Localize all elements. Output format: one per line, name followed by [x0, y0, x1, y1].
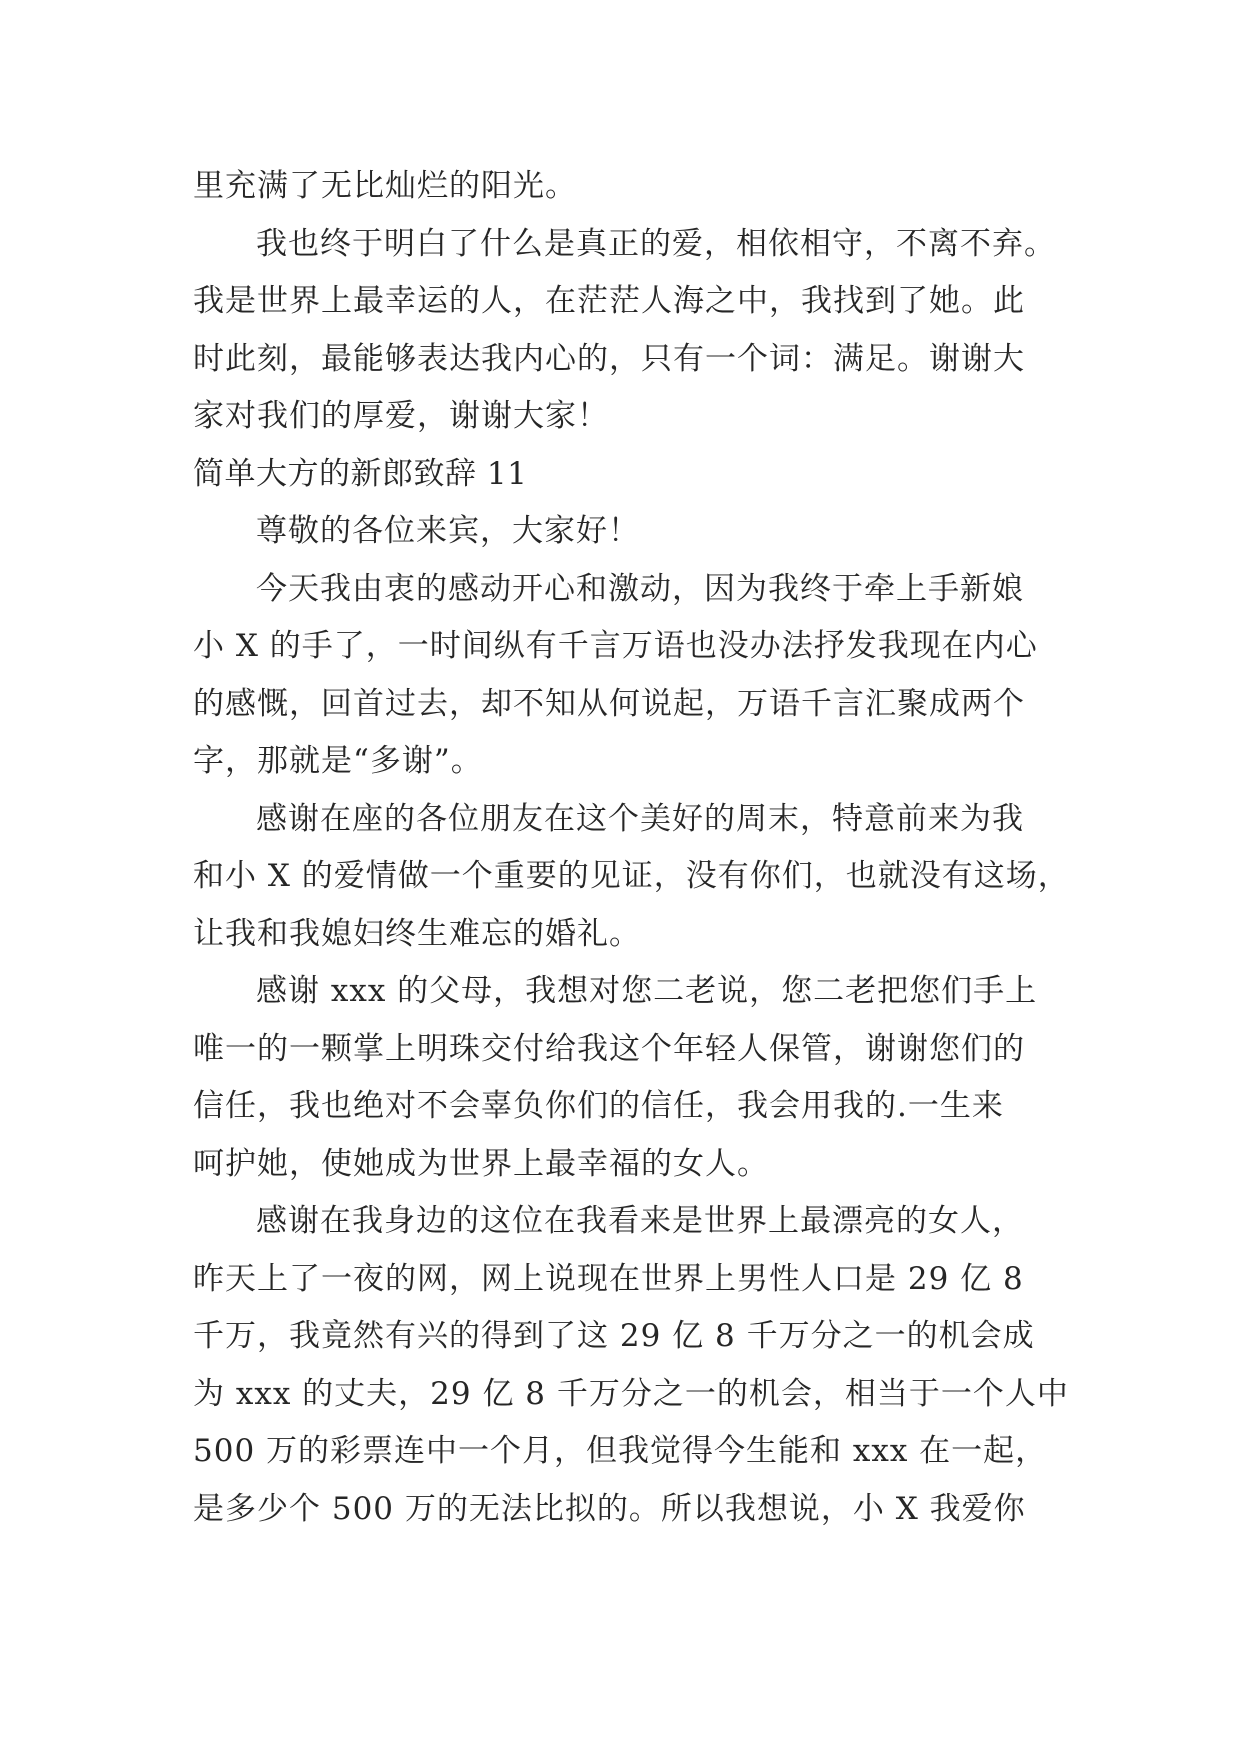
- text-line: 呵护她，使她成为世界上最幸福的女人。: [193, 1145, 769, 1182]
- text-line: 为 xxx 的丈夫，29 亿 8 千万分之一的机会，相当于一个人中: [193, 1375, 1069, 1412]
- paragraph-start-line: 感谢在我身边的这位在我看来是世界上最漂亮的女人，: [256, 1203, 1024, 1239]
- text-line: 信任，我也绝对不会辜负你们的信任，我会用我的.一生来: [193, 1088, 1004, 1124]
- text-line: 和小 X 的爱情做一个重要的见证，没有你们，也就没有这场，: [193, 858, 1070, 894]
- section-heading: 简单大方的新郎致辞 11: [193, 455, 528, 492]
- text-line: 小 X 的手了，一时间纵有千言万语也没办法抒发我现在内心: [193, 628, 1038, 664]
- paragraph-start-line: 感谢 xxx 的父母，我想对您二老说，您二老把您们手上: [256, 973, 1038, 1009]
- text-line: 里充满了无比灿烂的阳光。: [193, 168, 577, 204]
- text-line: 昨天上了一夜的网，网上说现在世界上男性人口是 29 亿 8: [193, 1260, 1024, 1297]
- text-line: 千万，我竟然有兴的得到了这 29 亿 8 千万分之一的机会成: [193, 1318, 1035, 1354]
- document-body: [193, 158, 1070, 1538]
- text-line: 我是世界上最幸运的人，在茫茫人海之中，我找到了她。此: [193, 283, 1025, 319]
- text-line: 字，那就是“多谢”。: [193, 743, 483, 779]
- paragraph-start-line: 感谢在座的各位朋友在这个美好的周末，特意前来为我: [256, 800, 1024, 837]
- paragraph-start-line: 我也终于明白了什么是真正的爱，相依相守，不离不弃。: [256, 225, 1056, 262]
- text-line: 时此刻，最能够表达我内心的，只有一个词：满足。谢谢大: [193, 340, 1025, 377]
- text-line: 是多少个 500 万的无法比拟的。所以我想说，小 X 我爱你: [193, 1490, 1026, 1527]
- text-line: 家对我们的厚爱，谢谢大家！: [193, 398, 609, 434]
- greeting-line: 尊敬的各位来宾，大家好！: [256, 513, 640, 549]
- text-line: 让我和我媳妇终生难忘的婚礼。: [193, 915, 641, 952]
- text-line: 500 万的彩票连中一个月，但我觉得今生能和 xxx 在一起，: [193, 1433, 1048, 1469]
- text-line: 唯一的一颗掌上明珠交付给我这个年轻人保管，谢谢您们的: [193, 1030, 1025, 1067]
- text-line: 的感慨，回首过去，却不知从何说起，万语千言汇聚成两个: [193, 685, 1025, 722]
- paragraph-start-line: 今天我由衷的感动开心和激动，因为我终于牵上手新娘: [256, 570, 1024, 607]
